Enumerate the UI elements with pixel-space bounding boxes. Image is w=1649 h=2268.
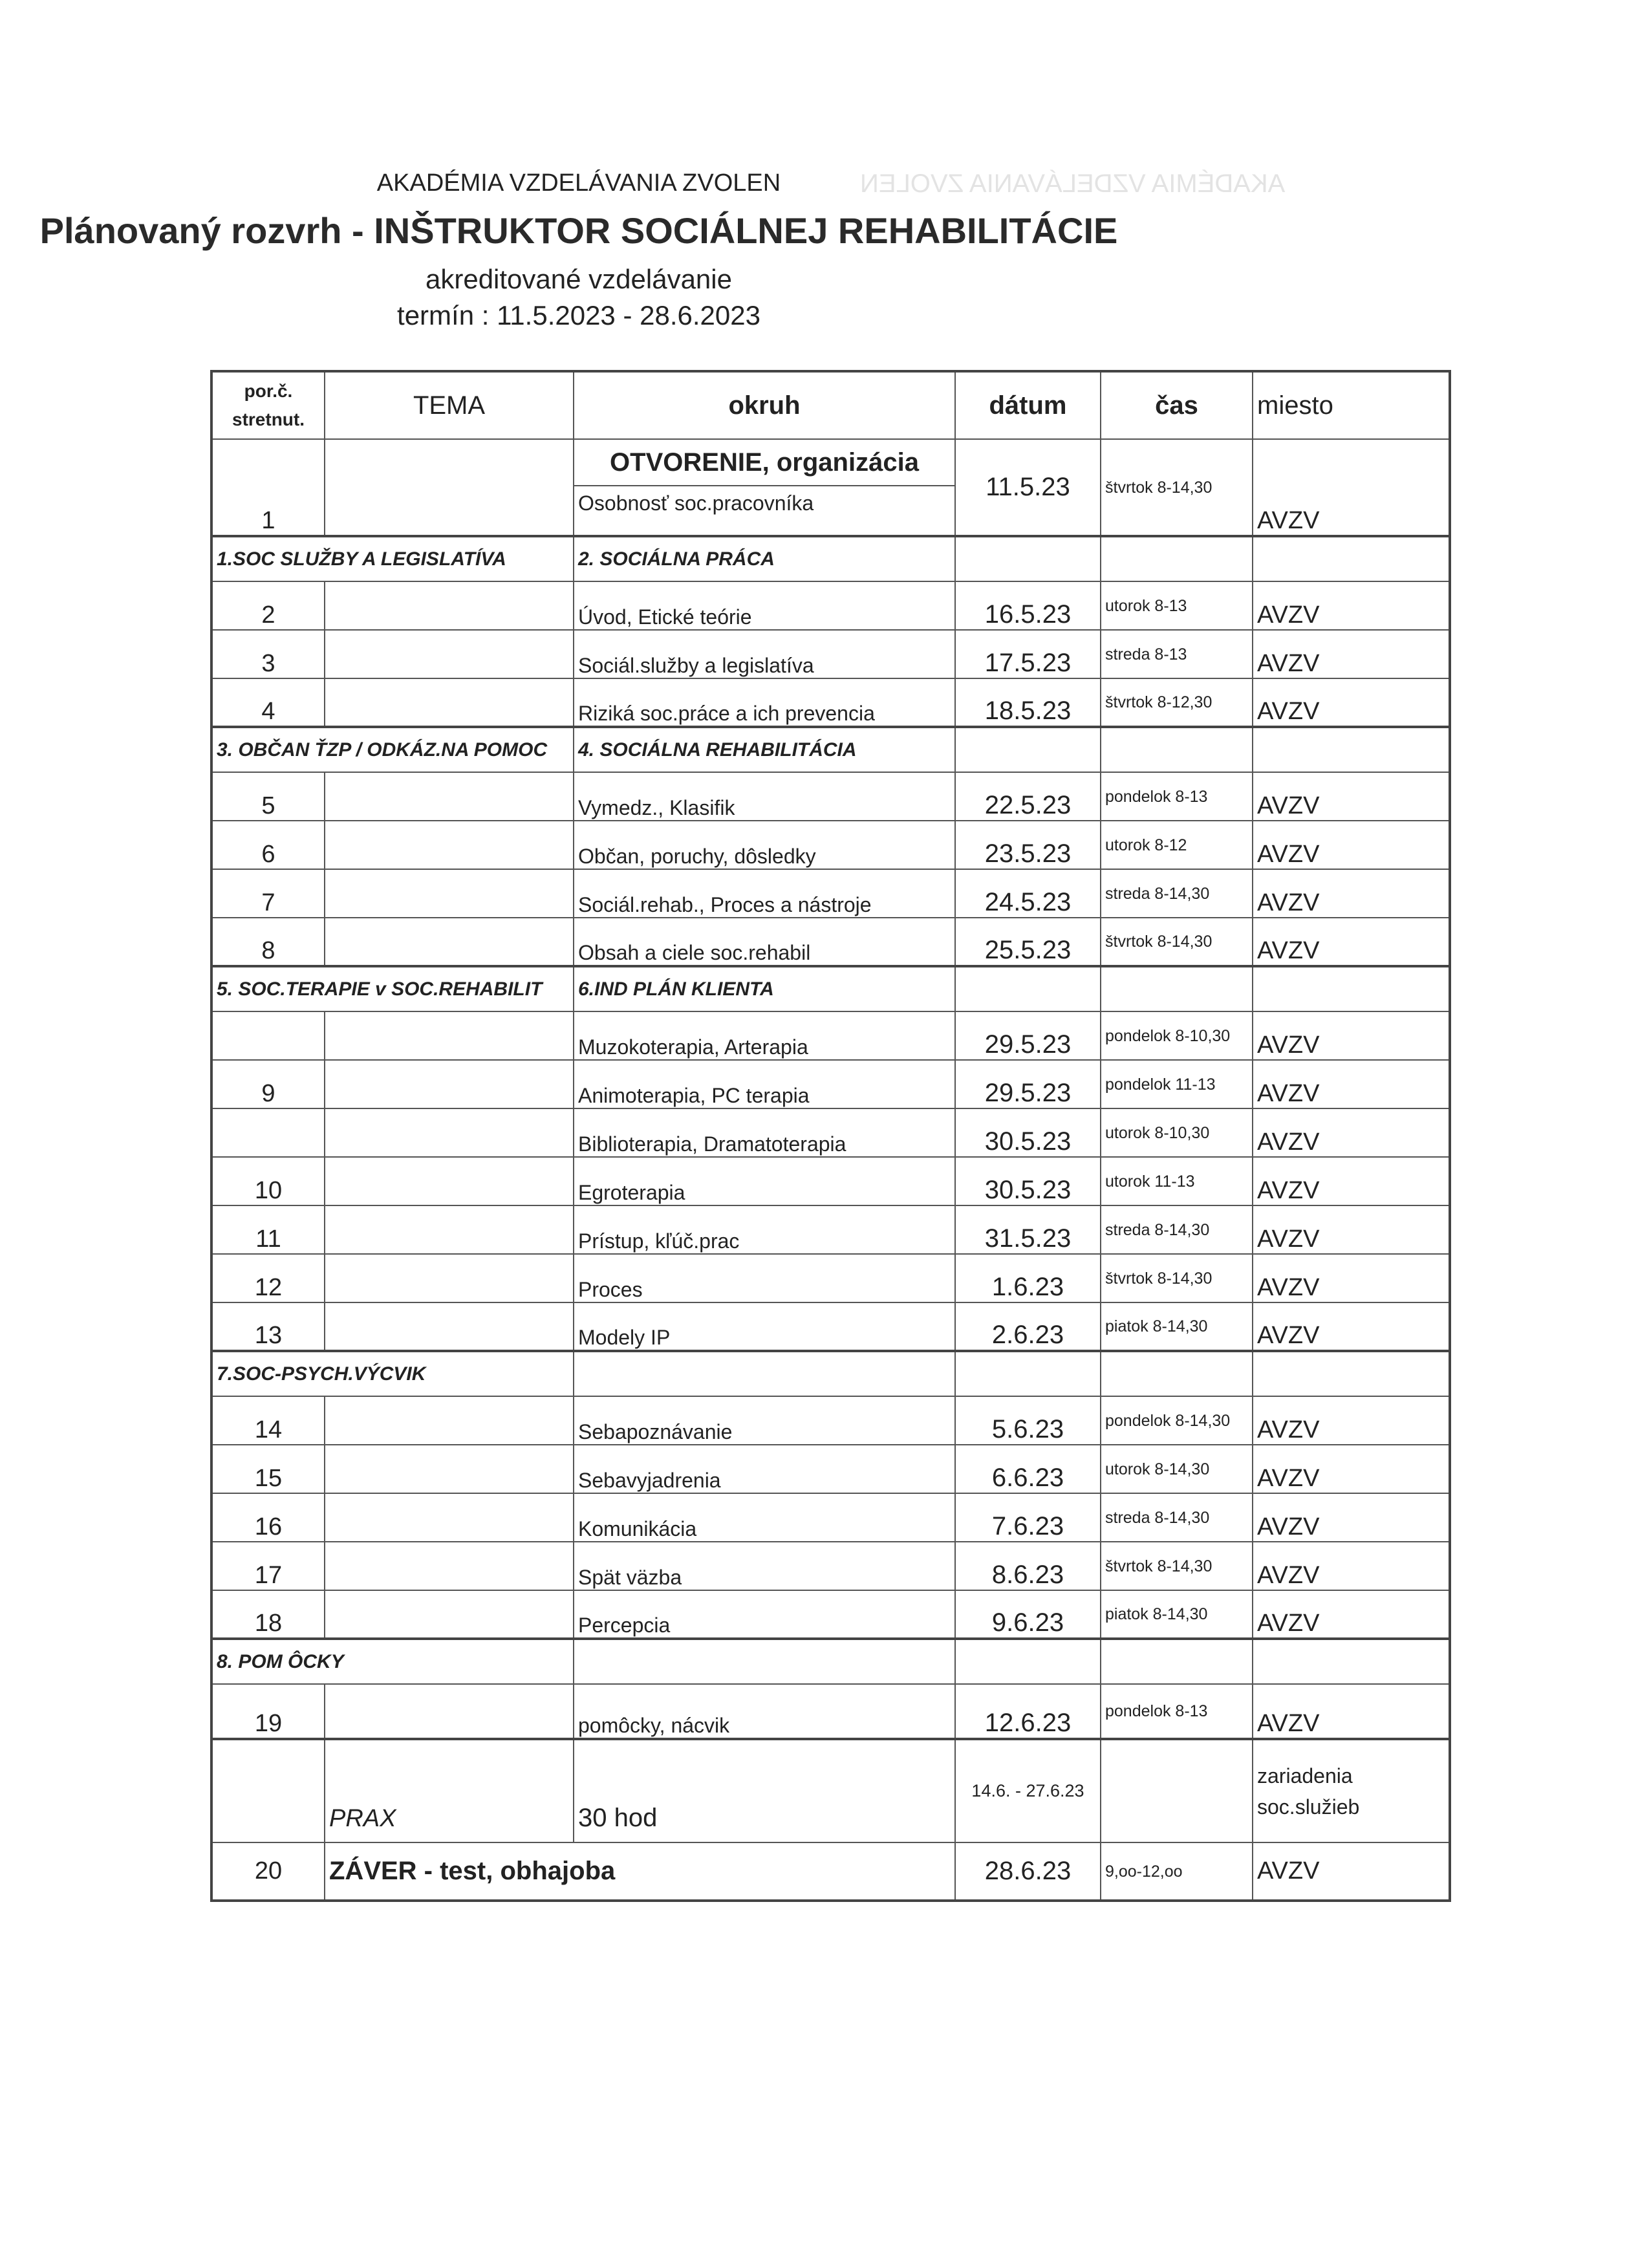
row-time: streda 8-14,30: [1101, 869, 1253, 918]
row-num: 17: [211, 1542, 325, 1590]
table-row: [211, 821, 1450, 869]
row-date: 8.6.23: [955, 1542, 1101, 1590]
row-num: 2: [211, 581, 325, 630]
prax-place: zariadenia soc.služieb: [1253, 1739, 1450, 1842]
row-date: 2.6.23: [955, 1302, 1101, 1351]
table-row: [211, 1542, 1450, 1590]
row-date: 6.6.23: [955, 1445, 1101, 1493]
table-row: [211, 1108, 1450, 1157]
row-num: 13: [211, 1302, 325, 1351]
row-place: AVZV: [1253, 772, 1450, 821]
table-row: [211, 1684, 1450, 1739]
prax-date: 14.6. - 27.6.23: [955, 1739, 1101, 1842]
row-date: 17.5.23: [955, 630, 1101, 678]
row-num: [211, 1108, 325, 1157]
institution-name: AKADÉMIA VZDELÁVANIA ZVOLEN: [376, 169, 781, 197]
table-row: [211, 1205, 1450, 1254]
zaver-time: 9,oo-12,oo: [1101, 1842, 1253, 1901]
row-place: AVZV: [1253, 1011, 1450, 1060]
row-okruh: Sebapoznávanie: [574, 1396, 955, 1445]
row-place: AVZV: [1253, 869, 1450, 918]
row-okruh: Biblioterapia, Dramatoterapia: [574, 1108, 955, 1157]
row-place: AVZV: [1253, 1205, 1450, 1254]
row-okruh: Prístup, kľúč.prac: [574, 1205, 955, 1254]
row-okruh: pomôcky, nácvik: [574, 1684, 955, 1739]
row-okruh: Percepcia: [574, 1590, 955, 1639]
row-place: AVZV: [1253, 630, 1450, 678]
table-row: [211, 1302, 1450, 1351]
row-place: AVZV: [1253, 1542, 1450, 1590]
row-num: 12: [211, 1254, 325, 1302]
show-through-text: AKADÉMIA VZDELÁVANIA ZVOLEN: [860, 169, 1286, 198]
prax-row: [211, 1739, 1450, 1842]
term-dates: termín : 11.5.2023 - 28.6.2023: [397, 300, 760, 330]
row-place: AVZV: [1253, 581, 1450, 630]
table-row: [211, 439, 1450, 536]
row-time: utorok 11-13: [1101, 1157, 1253, 1205]
row-num: 5: [211, 772, 325, 821]
row-date: 24.5.23: [955, 869, 1101, 918]
row-time: štvrtok 8-12,30: [1101, 678, 1253, 727]
row-time: pondelok 8-13: [1101, 772, 1253, 821]
table-row: [211, 869, 1450, 918]
row-time: piatok 8-14,30: [1101, 1302, 1253, 1351]
section-okruh: 6.IND PLÁN KLIENTA: [574, 966, 955, 1011]
col-datum-header: dátum: [955, 371, 1101, 439]
subtitle: akreditované vzdelávanie: [426, 264, 732, 294]
zaver-tema: ZÁVER - test, obhajoba: [325, 1842, 955, 1901]
row-date: 30.5.23: [955, 1108, 1101, 1157]
row-time: štvrtok 8-14,30: [1101, 439, 1253, 536]
row-date: 12.6.23: [955, 1684, 1101, 1739]
row-num: 18: [211, 1590, 325, 1639]
row-num: 4: [211, 678, 325, 727]
table-row: [211, 1254, 1450, 1302]
opening-cell: [574, 439, 955, 536]
section-okruh: 4. SOCIÁLNA REHABILITÁCIA: [574, 727, 955, 772]
section-row: [211, 966, 1450, 1011]
row-place: AVZV: [1253, 678, 1450, 727]
table-row: [211, 918, 1450, 966]
row-date: 29.5.23: [955, 1011, 1101, 1060]
col-okruh-header: okruh: [574, 371, 955, 439]
row-okruh: Úvod, Etické teórie: [574, 581, 955, 630]
col-tema-header: TEMA: [325, 371, 574, 439]
row-num: 1: [211, 439, 325, 536]
row-date: 5.6.23: [955, 1396, 1101, 1445]
row-tema: [325, 439, 574, 536]
row-num: 14: [211, 1396, 325, 1445]
row-date: 18.5.23: [955, 678, 1101, 727]
table-row: [211, 630, 1450, 678]
row-date: 30.5.23: [955, 1157, 1101, 1205]
row-num: 6: [211, 821, 325, 869]
row-okruh: Spät väzba: [574, 1542, 955, 1590]
row-num: 16: [211, 1493, 325, 1542]
row-okruh: Muzokoterapia, Arterapia: [574, 1011, 955, 1060]
row-okruh: Občan, poruchy, dôsledky: [574, 821, 955, 869]
col-miesto-header: miesto: [1253, 371, 1450, 439]
section-tema: 7.SOC-PSYCH.VÝCVIK: [211, 1351, 574, 1396]
table-row: [211, 1011, 1450, 1060]
row-okruh: Sebavyjadrenia: [574, 1445, 955, 1493]
table-row: [211, 1493, 1450, 1542]
row-okruh: Sociál.služby a legislatíva: [574, 630, 955, 678]
row-date: 22.5.23: [955, 772, 1101, 821]
row-num: 15: [211, 1445, 325, 1493]
row-time: pondelok 11-13: [1101, 1060, 1253, 1108]
row-okruh: Sociál.rehab., Proces a nástroje: [574, 869, 955, 918]
row-place: AVZV: [1253, 1302, 1450, 1351]
row-place: AVZV: [1253, 1157, 1450, 1205]
row-place: AVZV: [1253, 821, 1450, 869]
row-okruh: Riziká soc.práce a ich prevencia: [574, 678, 955, 727]
row-okruh: Proces: [574, 1254, 955, 1302]
row-okruh: Animoterapia, PC terapia: [574, 1060, 955, 1108]
section-row: [211, 1351, 1450, 1396]
opening-title: OTVORENIE, organizácia: [574, 440, 954, 486]
row-time: štvrtok 8-14,30: [1101, 1254, 1253, 1302]
row-time: pondelok 8-10,30: [1101, 1011, 1253, 1060]
table-header: [211, 371, 1450, 439]
row-place: AVZV: [1253, 1254, 1450, 1302]
table-row: [211, 772, 1450, 821]
row-num: [211, 1011, 325, 1060]
table-row: [211, 581, 1450, 630]
row-num: 3: [211, 630, 325, 678]
row-time: utorok 8-12: [1101, 821, 1253, 869]
row-date: 31.5.23: [955, 1205, 1101, 1254]
row-time: piatok 8-14,30: [1101, 1590, 1253, 1639]
table-row: [211, 1396, 1450, 1445]
col-cas-header: čas: [1101, 371, 1253, 439]
section-row: [211, 1639, 1450, 1684]
schedule-table: [210, 370, 1451, 1902]
row-num: 7: [211, 869, 325, 918]
row-num: 10: [211, 1157, 325, 1205]
row-time: utorok 8-13: [1101, 581, 1253, 630]
row-time: utorok 8-10,30: [1101, 1108, 1253, 1157]
row-okruh: Egroterapia: [574, 1157, 955, 1205]
row-date: 9.6.23: [955, 1590, 1101, 1639]
row-time: utorok 8-14,30: [1101, 1445, 1253, 1493]
table-row: [211, 678, 1450, 727]
row-time: streda 8-13: [1101, 630, 1253, 678]
table-row: [211, 1590, 1450, 1639]
prax-tema: PRAX: [325, 1739, 574, 1842]
row-date: 16.5.23: [955, 581, 1101, 630]
row-time: pondelok 8-14,30: [1101, 1396, 1253, 1445]
row-date: 11.5.23: [955, 439, 1101, 536]
prax-okruh: 30 hod: [574, 1739, 955, 1842]
col-num-header: por.č. stretnut.: [211, 371, 325, 439]
row-date: 23.5.23: [955, 821, 1101, 869]
row-place: AVZV: [1253, 1684, 1450, 1739]
row-place: AVZV: [1253, 439, 1450, 536]
row-time: štvrtok 8-14,30: [1101, 918, 1253, 966]
zaver-num: 20: [211, 1842, 325, 1901]
table-row: [211, 1157, 1450, 1205]
row-num: 9: [211, 1060, 325, 1108]
row-time: streda 8-14,30: [1101, 1493, 1253, 1542]
row-date: 7.6.23: [955, 1493, 1101, 1542]
row-place: AVZV: [1253, 1445, 1450, 1493]
row-date: 29.5.23: [955, 1060, 1101, 1108]
zaver-date: 28.6.23: [955, 1842, 1101, 1901]
row-okruh: Obsah a ciele soc.rehabil: [574, 918, 955, 966]
page-title: Plánovaný rozvrh - INŠTRUKTOR SOCIÁLNEJ REHABILITÁCIE: [39, 210, 1118, 251]
table-row: [211, 1060, 1450, 1108]
section-row: [211, 727, 1450, 772]
section-tema: 3. OBČAN ŤZP / ODKÁZ.NA POMOC: [211, 727, 574, 772]
zaver-place: AVZV: [1253, 1842, 1450, 1901]
section-row: [211, 536, 1450, 581]
section-tema: 1.SOC SLUŽBY A LEGISLATÍVA: [211, 536, 574, 581]
row-num: 8: [211, 918, 325, 966]
row-place: AVZV: [1253, 1060, 1450, 1108]
row-place: AVZV: [1253, 1108, 1450, 1157]
row-date: 1.6.23: [955, 1254, 1101, 1302]
row-place: AVZV: [1253, 1396, 1450, 1445]
section-okruh: 2. SOCIÁLNA PRÁCA: [574, 536, 955, 581]
section-tema: 5. SOC.TERAPIE v SOC.REHABILIT: [211, 966, 574, 1011]
row-okruh: Vymedz., Klasifik: [574, 772, 955, 821]
zaver-row: [211, 1842, 1450, 1901]
row-okruh: Komunikácia: [574, 1493, 955, 1542]
row-place: AVZV: [1253, 1493, 1450, 1542]
row-okruh: Modely IP: [574, 1302, 955, 1351]
row-place: AVZV: [1253, 1590, 1450, 1639]
section-tema: 8. POM ÔCKY: [211, 1639, 574, 1684]
row-num: 11: [211, 1205, 325, 1254]
row-time: štvrtok 8-14,30: [1101, 1542, 1253, 1590]
row-time: streda 8-14,30: [1101, 1205, 1253, 1254]
table-row: [211, 1445, 1450, 1493]
row-time: pondelok 8-13: [1101, 1684, 1253, 1739]
row-okruh: Osobnosť soc.pracovníka: [578, 491, 814, 515]
row-num: 19: [211, 1684, 325, 1739]
row-date: 25.5.23: [955, 918, 1101, 966]
row-place: AVZV: [1253, 918, 1450, 966]
